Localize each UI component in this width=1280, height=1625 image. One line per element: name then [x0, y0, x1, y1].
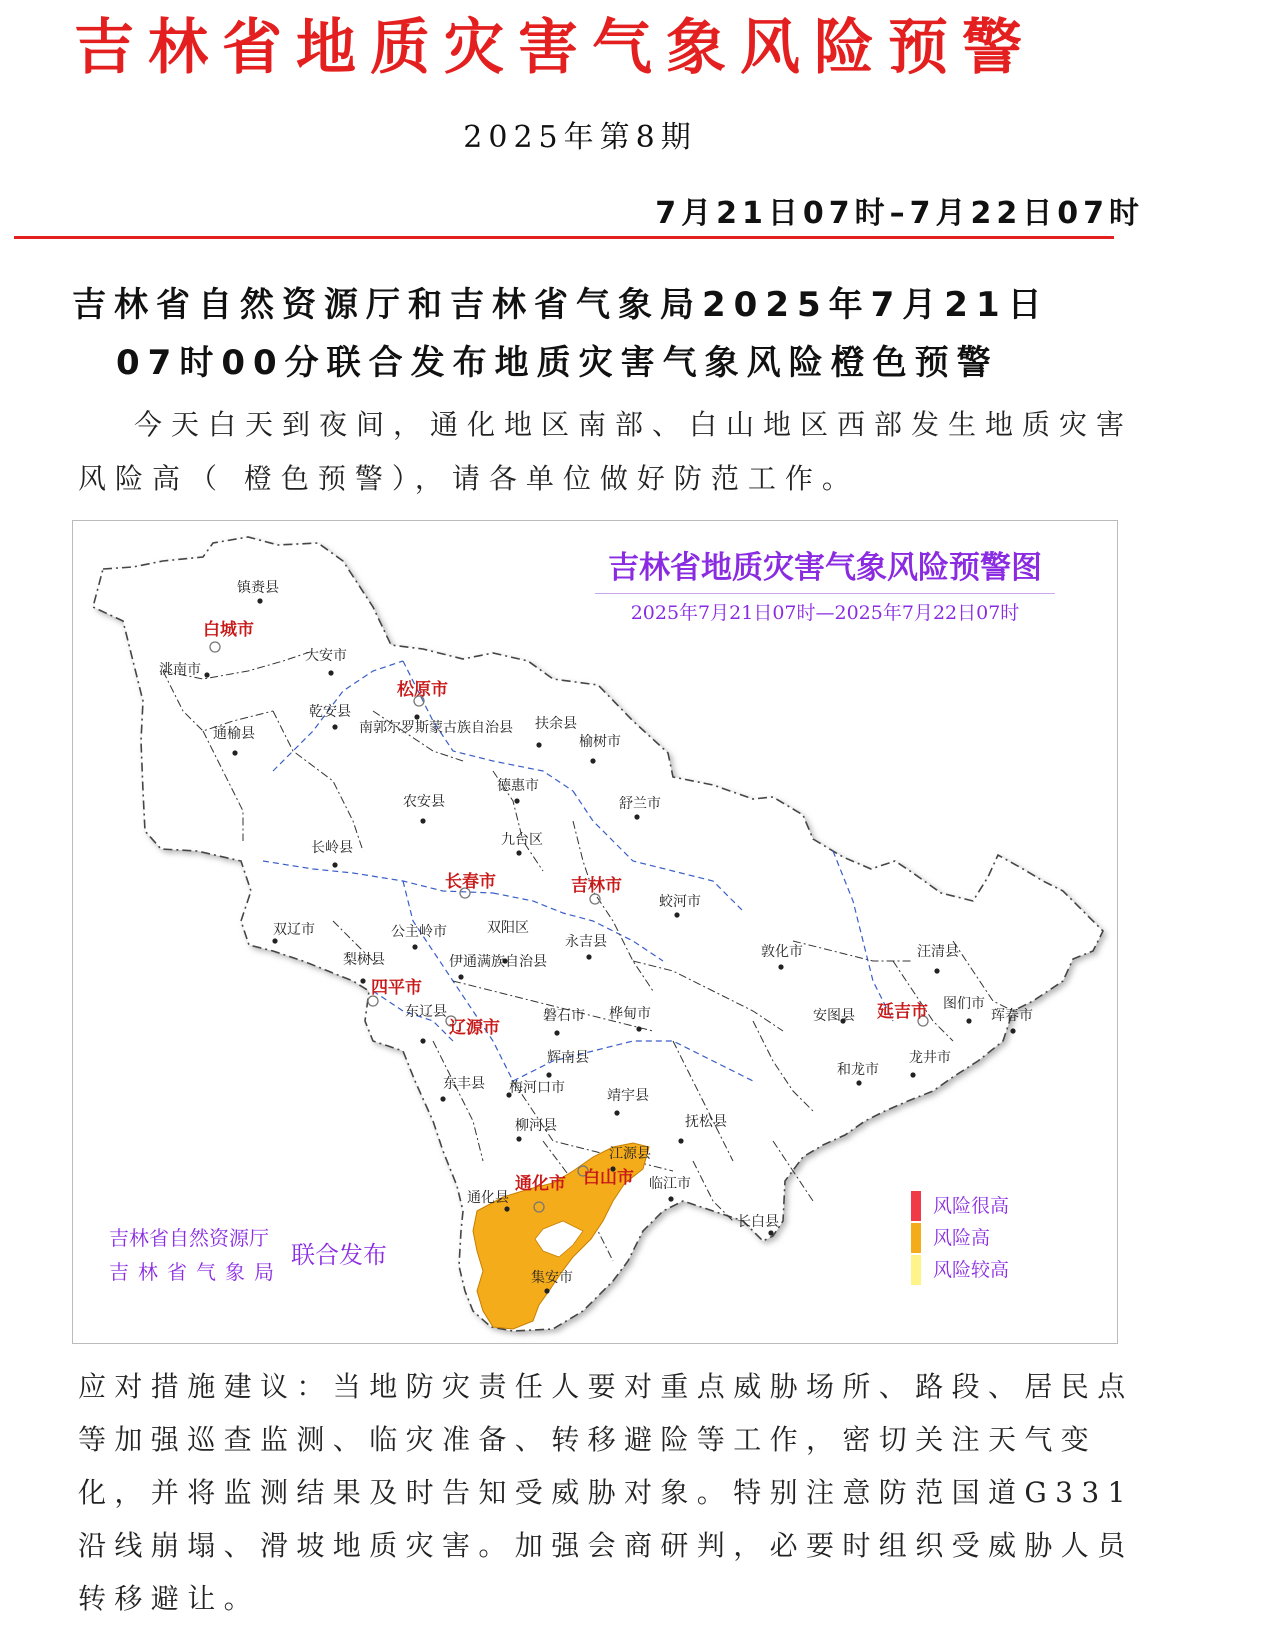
county-label: 通化县 [467, 1190, 509, 1206]
county-label: 通榆县 [213, 726, 255, 742]
county-label: 梨树县 [343, 952, 385, 968]
response-advice: 应对措施建议：当地防灾责任人要对重点威胁场所、路段、居民点等加强巡查监测、临灾准备、转移避险等工作，密切关注天气变化，并将监测结果及时告知受威胁对象。特别注意防范国道G331沿线崩塌、滑坡地质灾害。加强会商研判，必要时组织受威胁人员转移避让。 [78, 1370, 1134, 1615]
city-label: 白城市 [203, 620, 254, 640]
issuer-name: 吉林省自然资源厅 [109, 1226, 269, 1250]
county-label: 南郭尔罗斯蒙古族自治县 [359, 720, 513, 736]
city-label: 四平市 [371, 978, 422, 998]
county-label: 长岭县 [311, 840, 353, 856]
issuer-block [109, 1221, 283, 1289]
county-label: 梅河口市 [509, 1080, 565, 1096]
legend-swatch [911, 1191, 921, 1221]
city-label: 辽源市 [449, 1018, 500, 1038]
county-label: 临江市 [649, 1176, 691, 1192]
city-label: 长春市 [445, 872, 496, 892]
county-label: 伊通满族自治县 [449, 954, 547, 970]
red-divider [14, 236, 1114, 239]
county-label: 龙井市 [909, 1050, 951, 1066]
county-label: 桦甸市 [609, 1006, 651, 1022]
county-label: 安图县 [813, 1008, 855, 1024]
county-label: 舒兰市 [619, 796, 661, 812]
county-label: 东辽县 [405, 1004, 447, 1020]
county-label: 镇赉县 [237, 580, 279, 596]
county-label: 集安市 [531, 1270, 573, 1286]
county-label: 敦化市 [761, 944, 803, 960]
county-label: 乾安县 [309, 704, 351, 720]
county-label: 辉南县 [547, 1050, 589, 1066]
county-label: 蛟河市 [659, 894, 701, 910]
warning-map [72, 520, 1118, 1344]
county-label: 磐石市 [543, 1008, 585, 1024]
county-label: 靖宇县 [607, 1088, 649, 1104]
valid-period: 7月21日07时–7月22日07时 [655, 196, 1144, 231]
legend-label: 风险很高 [933, 1195, 1010, 1217]
county-label: 榆树市 [579, 734, 621, 750]
warning-summary-text: 今天白天到夜间，通化地区南部、白山地区西部发生地质灾害风险高（ 橙色预警），请各单位做好防范工作。 [78, 408, 1134, 495]
issue-number: 2025年第8期 [463, 120, 697, 155]
warning-summary [78, 398, 1138, 506]
document-title: 吉林省地质灾害气象风险预警 [74, 13, 1036, 83]
headline [72, 276, 1172, 392]
county-label: 汪清县 [917, 944, 959, 960]
county-label: 扶余县 [535, 716, 577, 732]
county-label: 江源县 [609, 1146, 651, 1162]
county-label: 九台区 [501, 832, 543, 848]
legend-swatch [911, 1255, 921, 1285]
map-title: 吉林省地质灾害气象风险预警图 [608, 550, 1042, 586]
legend-swatch [911, 1223, 921, 1253]
county-label: 和龙市 [837, 1062, 879, 1078]
city-label: 通化市 [515, 1174, 566, 1194]
county-label: 农安县 [403, 794, 445, 810]
headline-line-1: 吉林省自然资源厅和吉林省气象局2025年7月21日 [72, 285, 1050, 325]
county-label: 洮南市 [159, 662, 201, 678]
county-label: 珲春市 [991, 1008, 1033, 1024]
county-label: 图们市 [943, 996, 985, 1012]
county-label: 双辽市 [273, 922, 315, 938]
joint-release-label: 联合发布 [291, 1241, 387, 1269]
issuer-name: 吉林省气象局 [109, 1260, 283, 1284]
county-label: 抚松县 [685, 1114, 727, 1130]
county-label: 永吉县 [565, 934, 607, 950]
city-label: 延吉市 [877, 1002, 928, 1022]
county-label: 德惠市 [497, 778, 539, 794]
county-label: 公主岭市 [391, 924, 447, 940]
county-label: 长白县 [737, 1214, 779, 1230]
city-label: 吉林市 [571, 876, 622, 896]
county-label: 大安市 [305, 648, 347, 664]
city-label: 松原市 [397, 680, 448, 700]
map-subtitle: 2025年7月21日07时—2025年7月22日07时 [630, 602, 1020, 624]
map-title-rule [595, 593, 1055, 594]
city-label: 白山市 [583, 1168, 634, 1188]
county-label: 双阳区 [487, 920, 529, 936]
county-label: 柳河县 [515, 1118, 557, 1134]
legend-label: 风险高 [933, 1227, 991, 1249]
legend-label: 风险较高 [933, 1259, 1010, 1281]
headline-line-2: 07时00分联合发布地质灾害气象风险橙色预警 [116, 343, 999, 383]
county-label: 东丰县 [443, 1076, 485, 1092]
